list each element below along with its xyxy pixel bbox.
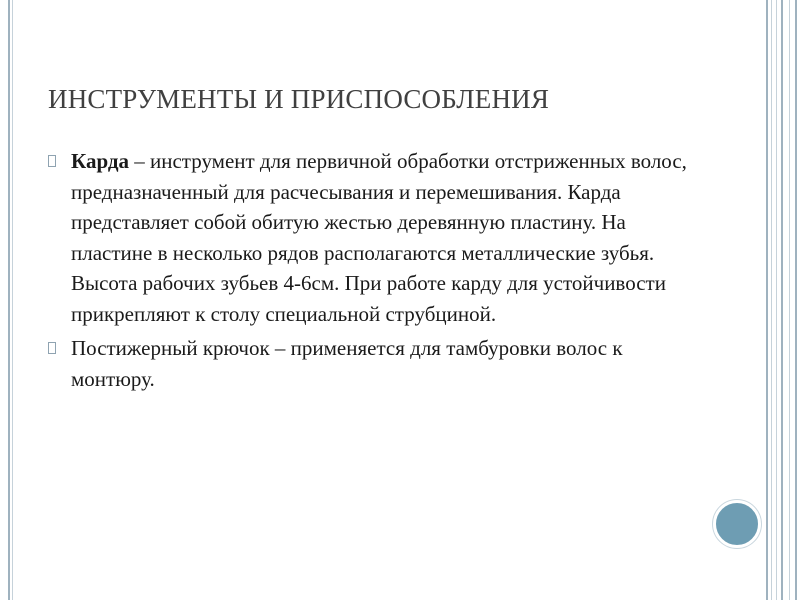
decorative-circle-icon	[713, 500, 761, 548]
right-border-line	[795, 0, 797, 600]
bullet-item-karda	[48, 146, 688, 329]
bullet-item-hook	[48, 333, 688, 394]
slide-content	[48, 146, 688, 398]
bullet-marker-icon	[48, 342, 56, 354]
bullet-bold-term: Карда	[71, 149, 129, 173]
slide-title: ИНСТРУМЕНТЫ И ПРИСПОСОБЛЕНИЯ	[48, 84, 550, 114]
bullet-text	[71, 149, 687, 326]
bullet-body: Постижерный крючок – применяется для тамбуровки волос к монтюру.	[71, 336, 623, 391]
left-border-line	[8, 0, 10, 600]
right-border-line	[776, 0, 777, 600]
bullet-body: – инструмент для первичной обработки отстриженных волос, предназначенный для расчесывания и перемешивания. Карда представляет собой обитую жестью деревянную пластину. На пластине в несколько рядов располагаются металлические зубья. Высота рабочих зубьев 4-6см. При работе карду для устойчивости прикрепляют к столу специальной струбциной.	[71, 149, 687, 326]
right-border-line	[766, 0, 768, 600]
right-border-line	[781, 0, 783, 600]
left-border-line	[12, 0, 13, 600]
bullet-marker-icon	[48, 155, 56, 167]
right-border-line	[771, 0, 772, 600]
bullet-text	[71, 336, 623, 391]
right-border-line	[789, 0, 790, 600]
